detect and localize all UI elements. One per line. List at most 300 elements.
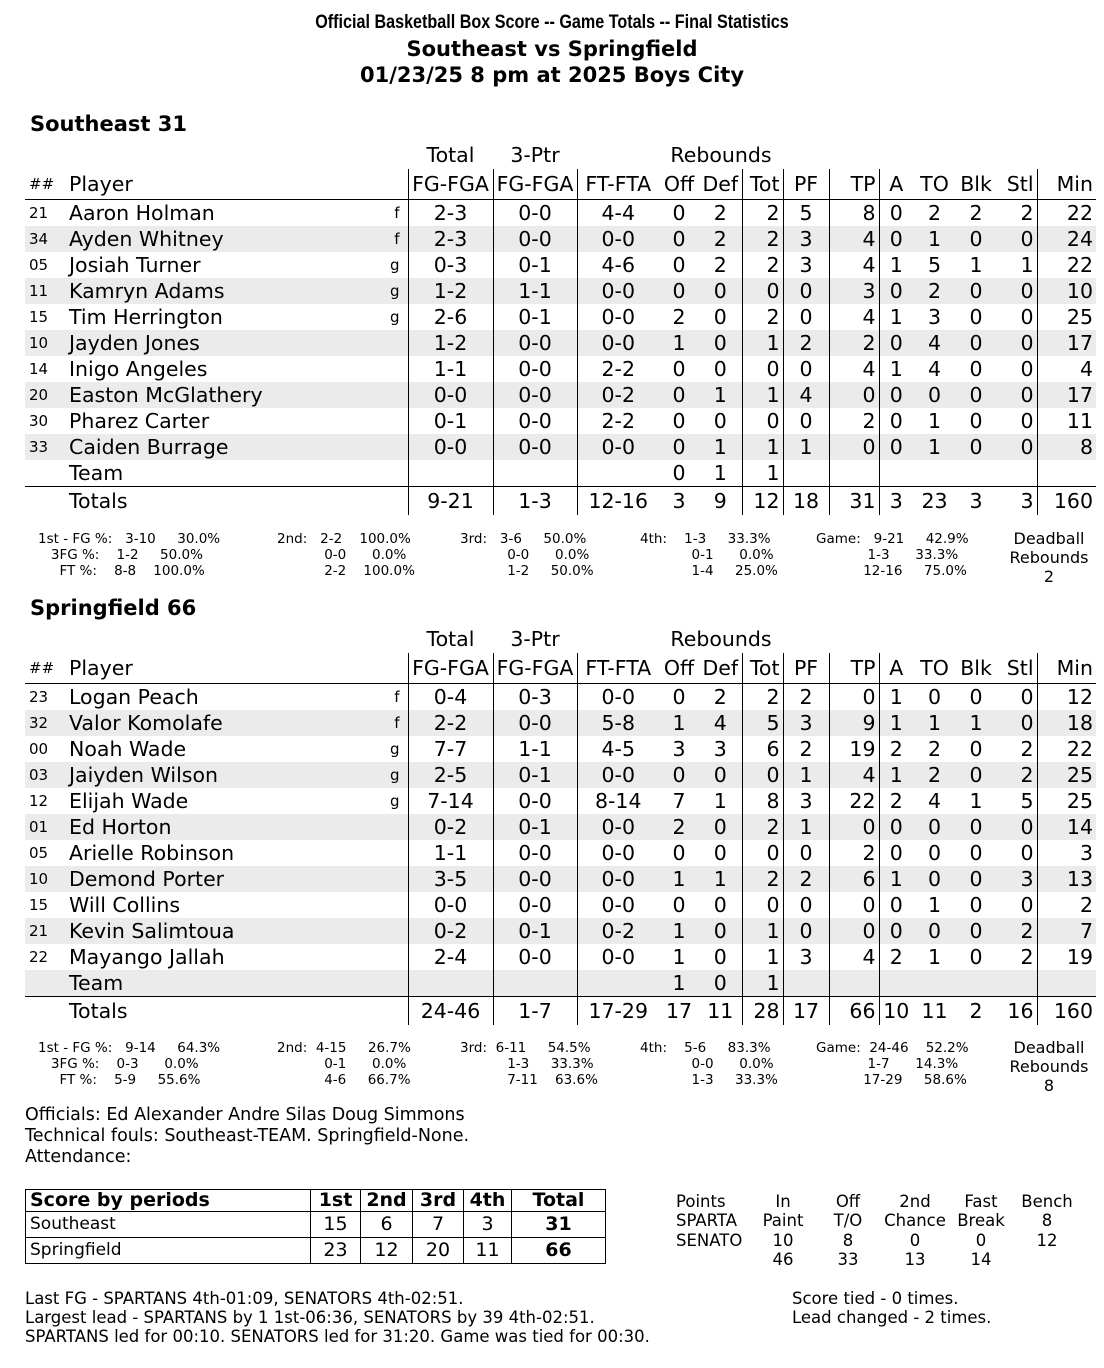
col-fg: FG-FGA bbox=[408, 653, 493, 684]
points-val: 0 bbox=[909, 1230, 921, 1250]
stat-def: 1 bbox=[699, 434, 742, 460]
lead-changed: Lead changed - 2 times. bbox=[792, 1308, 992, 1327]
stat-min: 22 bbox=[1037, 252, 1096, 278]
player-position: g bbox=[389, 792, 400, 810]
stat-tp: 0 bbox=[829, 382, 879, 408]
blank bbox=[25, 970, 65, 997]
player-position bbox=[365, 408, 408, 434]
points-col-2nd-chance bbox=[882, 1192, 948, 1269]
points-h1: Off bbox=[835, 1192, 861, 1211]
player-row bbox=[25, 684, 1096, 711]
blank bbox=[879, 460, 913, 487]
stat-min: 14 bbox=[1037, 814, 1096, 840]
player-position bbox=[365, 356, 408, 382]
total-ft: 12-16 bbox=[577, 487, 659, 516]
player-row bbox=[25, 814, 1096, 840]
column-header-row bbox=[25, 169, 1096, 200]
player-name: Jaiyden Wilson bbox=[65, 762, 365, 788]
stat-tp: 3 bbox=[829, 278, 879, 304]
stat-to: 0 bbox=[927, 841, 942, 865]
stat-a: 1 bbox=[879, 684, 913, 711]
stat-a: 1 bbox=[879, 866, 913, 892]
sbp-header-2nd: 2nd bbox=[361, 1190, 413, 1212]
stat-min: 17 bbox=[1037, 330, 1096, 356]
player-row bbox=[25, 382, 1096, 408]
stat-to: 0 bbox=[913, 918, 956, 944]
blank bbox=[1037, 460, 1096, 487]
points-h2: Chance bbox=[884, 1211, 946, 1231]
stat-blk: 1 bbox=[969, 253, 983, 277]
stat-to: 1 bbox=[913, 226, 956, 252]
stat-tp: 4 bbox=[829, 356, 879, 382]
player-row bbox=[25, 944, 1096, 970]
player-row bbox=[25, 736, 1096, 762]
player-row bbox=[25, 226, 1096, 252]
stat-to: 4 bbox=[913, 330, 956, 356]
stat-a: 2 bbox=[879, 944, 913, 970]
stat-tp: 9 bbox=[829, 710, 879, 736]
blank bbox=[996, 141, 1037, 169]
stat-off: 0 bbox=[672, 893, 686, 917]
stat-a: 0 bbox=[879, 200, 913, 227]
stat-min: 25 bbox=[1037, 788, 1096, 814]
officials: Officials: Ed Alexander Andre Silas Doug Simmons bbox=[25, 1105, 465, 1125]
stat-tp: 22 bbox=[829, 788, 879, 814]
total-fg: 24-46 bbox=[408, 997, 493, 1026]
stat-tp3: 0-1 bbox=[493, 252, 577, 278]
stat-ft: 0-0 bbox=[577, 814, 659, 840]
quarter-shooting-stats: 2nd: 4-15 26.7% 0-1 0.0% 4-6 66.7% bbox=[277, 1040, 411, 1088]
stat-tot: 0 bbox=[742, 408, 783, 434]
points-val: 8 bbox=[842, 1230, 854, 1250]
stat-tp: 2 bbox=[829, 840, 879, 866]
stat-tot: 1 bbox=[742, 382, 783, 408]
stat-def: 0 bbox=[699, 762, 742, 788]
stat-a: 0 bbox=[879, 408, 913, 434]
player-row bbox=[25, 866, 1096, 892]
deadball-value: 2 bbox=[1043, 567, 1055, 586]
stat-blk: 0 bbox=[956, 814, 996, 840]
stat-tp3: 0-1 bbox=[493, 762, 577, 788]
last-fg: Last FG - SPARTANS 4th-01:09, SENATORS 4th-02:51. bbox=[25, 1289, 464, 1308]
stat-ft: 2-2 bbox=[577, 356, 659, 382]
stat-stl: 0 bbox=[996, 434, 1037, 460]
stat-ft: 8-14 bbox=[577, 788, 659, 814]
column-header-row bbox=[25, 653, 1096, 684]
stat-tot: 8 bbox=[742, 788, 783, 814]
stat-pf: 0 bbox=[783, 278, 829, 304]
stat-def: 0 bbox=[713, 893, 727, 917]
stat-stl: 0 bbox=[996, 382, 1037, 408]
stat-ft: 0-0 bbox=[577, 684, 659, 711]
stat-min: 7 bbox=[1037, 918, 1096, 944]
stat-ft: 0-0 bbox=[577, 762, 659, 788]
stat-tot: 6 bbox=[742, 736, 783, 762]
stat-tot: 1 bbox=[742, 944, 783, 970]
quarter-shooting-stats: 4th: 1-3 33.3% 0-1 0.0% 1-4 25.0% bbox=[640, 531, 778, 579]
total-to: 23 bbox=[921, 489, 948, 513]
points-h2: Bench bbox=[1021, 1192, 1073, 1211]
blank bbox=[65, 141, 365, 169]
stat-blk: 0 bbox=[969, 305, 983, 329]
stat-blk: 0 bbox=[969, 409, 983, 433]
team-row bbox=[25, 970, 1096, 997]
blank bbox=[1037, 141, 1096, 169]
total-blk: 3 bbox=[969, 489, 983, 513]
points-h1: 2nd bbox=[899, 1192, 931, 1211]
player-number: 05 bbox=[29, 844, 49, 862]
stat-tp3: 0-1 bbox=[493, 918, 577, 944]
stat-ft: 0-2 bbox=[577, 382, 659, 408]
group-3ptr: 3-Ptr bbox=[510, 627, 560, 651]
stat-pf: 2 bbox=[783, 330, 829, 356]
total-pf: 17 bbox=[783, 997, 829, 1026]
total-min: 160 bbox=[1037, 997, 1096, 1026]
stat-tp: 4 bbox=[829, 762, 879, 788]
stat-min: 24 bbox=[1037, 226, 1096, 252]
total-tot: 28 bbox=[742, 997, 783, 1026]
stat-a: 1 bbox=[879, 356, 913, 382]
group-rebounds: Rebounds bbox=[670, 627, 772, 651]
stat-to: 1 bbox=[913, 434, 956, 460]
stat-tot: 2 bbox=[742, 252, 783, 278]
player-row bbox=[25, 200, 1096, 227]
stat-off: 1 bbox=[659, 866, 699, 892]
stat-ft: 0-0 bbox=[577, 304, 659, 330]
largest-lead: Largest lead - SPARTANS by 1 1st-06:36, SENATORS by 39 4th-02:51. bbox=[25, 1308, 595, 1327]
player-number: 00 bbox=[29, 740, 49, 758]
col-to: TO bbox=[913, 169, 956, 200]
col-tp: TP bbox=[829, 653, 879, 684]
stat-stl: 0 bbox=[1020, 409, 1034, 433]
stat-tot: 0 bbox=[742, 356, 783, 382]
stat-blk: 0 bbox=[969, 841, 983, 865]
blank bbox=[829, 460, 879, 487]
stat-to: 1 bbox=[927, 945, 942, 969]
player-position bbox=[365, 944, 408, 970]
col-number: ## bbox=[25, 653, 65, 684]
blank bbox=[829, 141, 879, 169]
stat-to: 0 bbox=[913, 382, 956, 408]
player-row bbox=[25, 918, 1096, 944]
player-number: 11 bbox=[25, 278, 65, 304]
stat-ft: 4-6 bbox=[577, 252, 659, 278]
stat-def: 2 bbox=[699, 226, 742, 252]
blank bbox=[25, 141, 65, 169]
total-a: 3 bbox=[879, 487, 913, 516]
blank bbox=[365, 460, 408, 487]
stat-min: 3 bbox=[1037, 840, 1096, 866]
stat-tp3: 0-0 bbox=[493, 866, 577, 892]
points-val: 33 bbox=[837, 1249, 859, 1269]
stat-pf: 0 bbox=[783, 892, 829, 918]
blank bbox=[913, 970, 956, 997]
group-rebounds: Rebounds bbox=[670, 143, 772, 167]
player-name: Pharez Carter bbox=[69, 409, 210, 433]
player-name: Aaron Holman bbox=[69, 201, 215, 225]
blank bbox=[1037, 970, 1096, 997]
stat-tot: 0 bbox=[742, 892, 783, 918]
sbp-q3: 7 bbox=[413, 1212, 464, 1238]
deadball-value: 8 bbox=[1043, 1076, 1055, 1095]
stat-ft: 5-8 bbox=[577, 710, 659, 736]
stat-stl: 2 bbox=[1020, 201, 1034, 225]
stat-pf: 1 bbox=[783, 762, 829, 788]
player-name: Demond Porter bbox=[65, 866, 365, 892]
col-min: Min bbox=[1037, 169, 1096, 200]
total-blk: 2 bbox=[969, 999, 983, 1023]
group-total: Total bbox=[426, 627, 475, 651]
stat-stl: 0 bbox=[996, 814, 1037, 840]
stat-blk: 1 bbox=[956, 710, 996, 736]
stat-off: 1 bbox=[672, 945, 686, 969]
points-val: 0 bbox=[975, 1230, 987, 1250]
player-position: g bbox=[365, 278, 408, 304]
player-number: 01 bbox=[25, 814, 65, 840]
blank bbox=[365, 997, 408, 1026]
stat-to: 4 bbox=[927, 357, 942, 381]
stat-tot: 2 bbox=[742, 200, 783, 227]
stat-stl: 2 bbox=[1020, 737, 1034, 761]
stat-fg: 0-0 bbox=[408, 382, 493, 408]
stat-min: 11 bbox=[1037, 408, 1096, 434]
stat-off: 0 bbox=[672, 685, 686, 709]
stat-tp: 4 bbox=[829, 304, 879, 330]
blank bbox=[913, 460, 956, 487]
stat-pf: 1 bbox=[783, 814, 829, 840]
stat-tot: 1 bbox=[742, 970, 783, 997]
stat-fg: 2-3 bbox=[408, 226, 493, 252]
blank bbox=[996, 970, 1037, 997]
col-number: ## bbox=[25, 169, 65, 200]
player-number: 22 bbox=[29, 948, 49, 966]
stat-stl: 0 bbox=[996, 710, 1037, 736]
stat-stl: 0 bbox=[996, 226, 1037, 252]
sbp-team: Southeast bbox=[26, 1212, 311, 1238]
blank bbox=[25, 460, 65, 487]
stat-blk: 0 bbox=[956, 278, 996, 304]
stat-ft: 2-2 bbox=[577, 408, 659, 434]
stat-off: 3 bbox=[672, 737, 686, 761]
stat-to: 2 bbox=[913, 278, 956, 304]
player-position: g bbox=[389, 740, 400, 758]
stat-a: 1 bbox=[879, 710, 913, 736]
game-info: 01/23/25 8 pm at 2025 Boys City bbox=[359, 63, 745, 87]
stat-stl: 5 bbox=[1020, 789, 1034, 813]
stat-tot: 2 bbox=[742, 226, 783, 252]
quarter-shooting-stats: 3rd: 6-11 54.5% 1-3 33.3% 7-11 63.6% bbox=[460, 1040, 598, 1088]
score-tied: Score tied - 0 times. bbox=[792, 1289, 959, 1308]
stat-fg: 1-1 bbox=[408, 840, 493, 866]
stat-blk: 0 bbox=[969, 893, 983, 917]
stat-a: 2 bbox=[879, 736, 913, 762]
col-stl: Stl bbox=[996, 653, 1037, 684]
blank bbox=[577, 970, 659, 997]
blank bbox=[408, 460, 493, 487]
stat-ft: 0-0 bbox=[577, 892, 659, 918]
deadball-label1: Deadball bbox=[1013, 1038, 1085, 1057]
blank bbox=[365, 653, 408, 684]
stat-ft: 0-0 bbox=[577, 434, 659, 460]
stat-off: 0 bbox=[672, 841, 686, 865]
blank bbox=[577, 141, 659, 169]
stat-off: 0 bbox=[659, 434, 699, 460]
stat-off: 2 bbox=[672, 305, 686, 329]
stat-off: 1 bbox=[659, 970, 699, 997]
player-position: f bbox=[365, 710, 408, 736]
player-name: Elijah Wade bbox=[69, 789, 189, 813]
stat-to: 3 bbox=[927, 305, 942, 329]
stat-tp3: 0-0 bbox=[493, 892, 577, 918]
totals-row bbox=[25, 997, 1096, 1026]
col-ft: FT-FTA bbox=[577, 169, 659, 200]
sbp-header-4th: 4th bbox=[464, 1190, 512, 1212]
stat-a: 0 bbox=[879, 892, 913, 918]
blank bbox=[365, 141, 408, 169]
player-position: f bbox=[365, 226, 408, 252]
stat-pf: 3 bbox=[783, 710, 829, 736]
stat-blk: 0 bbox=[969, 945, 983, 969]
sbp-header-total: Total bbox=[512, 1190, 606, 1212]
stat-pf: 4 bbox=[783, 382, 829, 408]
total-min: 160 bbox=[1037, 487, 1096, 516]
player-row bbox=[25, 710, 1096, 736]
stat-def: 0 bbox=[699, 970, 742, 997]
total-def: 11 bbox=[707, 999, 734, 1023]
stat-tp: 6 bbox=[829, 866, 879, 892]
blank bbox=[25, 625, 65, 653]
stat-fg: 7-7 bbox=[408, 736, 493, 762]
col-pf: PF bbox=[783, 169, 829, 200]
stat-def: 2 bbox=[713, 201, 727, 225]
stat-fg: 0-1 bbox=[408, 408, 493, 434]
points-h1: Fast bbox=[964, 1192, 998, 1211]
stat-a: 0 bbox=[879, 226, 913, 252]
points-team-1: SPARTA bbox=[676, 1211, 738, 1231]
stat-pf: 0 bbox=[783, 408, 829, 434]
player-number: 21 bbox=[29, 204, 49, 222]
player-row bbox=[25, 252, 1096, 278]
stat-min: 12 bbox=[1037, 684, 1096, 711]
stat-tp3: 0-0 bbox=[493, 330, 577, 356]
total-pf: 18 bbox=[783, 487, 829, 516]
player-number: 10 bbox=[25, 866, 65, 892]
points-col-bench bbox=[1018, 1192, 1076, 1250]
points-val: 12 bbox=[1036, 1230, 1058, 1250]
blank bbox=[1037, 625, 1096, 653]
stat-def: 0 bbox=[699, 918, 742, 944]
stat-min: 2 bbox=[1037, 892, 1096, 918]
box-score-table bbox=[25, 141, 1096, 515]
col-player: Player bbox=[65, 169, 365, 200]
stat-stl: 0 bbox=[1020, 841, 1034, 865]
player-number: 23 bbox=[29, 688, 49, 706]
stat-def: 1 bbox=[699, 460, 742, 487]
stat-stl: 2 bbox=[996, 762, 1037, 788]
player-name: Ed Horton bbox=[65, 814, 365, 840]
stat-stl: 2 bbox=[996, 918, 1037, 944]
stat-blk: 0 bbox=[969, 685, 983, 709]
stat-to: 1 bbox=[913, 710, 956, 736]
stat-a: 0 bbox=[879, 434, 913, 460]
stat-to: 5 bbox=[927, 253, 942, 277]
stat-min: 22 bbox=[1037, 736, 1096, 762]
blank bbox=[956, 460, 996, 487]
points-val: 10 bbox=[772, 1230, 794, 1250]
col-off: Off bbox=[659, 653, 699, 684]
totals-row bbox=[25, 487, 1096, 516]
stat-a: 1 bbox=[879, 304, 913, 330]
sbp-header-1st: 1st bbox=[311, 1190, 361, 1212]
player-number: 15 bbox=[29, 308, 49, 326]
stat-pf: 0 bbox=[783, 356, 829, 382]
stat-tp: 2 bbox=[829, 408, 879, 434]
stat-def: 0 bbox=[699, 278, 742, 304]
blank bbox=[408, 970, 493, 997]
player-position bbox=[365, 434, 408, 460]
player-row bbox=[25, 408, 1096, 434]
blank bbox=[25, 487, 65, 516]
stat-tp3: 0-0 bbox=[493, 200, 577, 227]
player-name: Kevin Salimtoua bbox=[65, 918, 365, 944]
stat-min: 13 bbox=[1037, 866, 1096, 892]
stat-tot: 0 bbox=[742, 278, 783, 304]
stat-fg: 1-1 bbox=[408, 356, 493, 382]
stat-off: 0 bbox=[672, 253, 686, 277]
total-stl: 16 bbox=[1007, 999, 1034, 1023]
stat-ft: 0-0 bbox=[577, 944, 659, 970]
stat-stl: 3 bbox=[996, 866, 1037, 892]
total-def: 9 bbox=[713, 489, 727, 513]
blank bbox=[365, 169, 408, 200]
blank bbox=[996, 625, 1037, 653]
sbp-q2: 6 bbox=[361, 1212, 413, 1238]
points-col-to bbox=[826, 1192, 870, 1269]
player-name: Caiden Burrage bbox=[65, 434, 365, 460]
stat-ft: 0-2 bbox=[577, 918, 659, 944]
stat-off: 7 bbox=[672, 789, 686, 813]
stat-blk: 0 bbox=[956, 762, 996, 788]
player-position: g bbox=[389, 308, 400, 326]
stat-fg: 2-2 bbox=[408, 710, 493, 736]
stat-tot: 2 bbox=[742, 304, 783, 330]
stat-tot: 1 bbox=[742, 330, 783, 356]
deadball-rebounds bbox=[1004, 529, 1094, 586]
totals-label: Totals bbox=[69, 489, 128, 513]
stat-tp: 4 bbox=[829, 252, 879, 278]
points-val: 46 bbox=[772, 1249, 794, 1269]
player-name: Easton McGlathery bbox=[65, 382, 365, 408]
blank bbox=[783, 625, 829, 653]
player-name: Josiah Turner bbox=[69, 253, 201, 277]
stat-pf: 3 bbox=[783, 252, 829, 278]
player-name: Will Collins bbox=[69, 893, 181, 917]
team-row-label: Team bbox=[65, 460, 365, 487]
stat-ft: 0-0 bbox=[577, 278, 659, 304]
blank bbox=[577, 460, 659, 487]
player-position bbox=[365, 382, 408, 408]
stat-fg: 2-3 bbox=[408, 200, 493, 227]
quarter-shooting-stats: 1st - FG %: 9-14 64.3% 3FG %: 0-3 0.0% FT %: 5-9 55.6% bbox=[38, 1040, 221, 1088]
deadball-rebounds bbox=[1004, 1038, 1094, 1095]
player-position bbox=[365, 840, 408, 866]
stat-pf: 1 bbox=[783, 434, 829, 460]
sbp-q2: 12 bbox=[361, 1238, 413, 1264]
stat-blk: 2 bbox=[969, 201, 983, 225]
stat-off: 1 bbox=[659, 918, 699, 944]
stat-def: 0 bbox=[713, 945, 727, 969]
stat-fg: 0-2 bbox=[408, 918, 493, 944]
